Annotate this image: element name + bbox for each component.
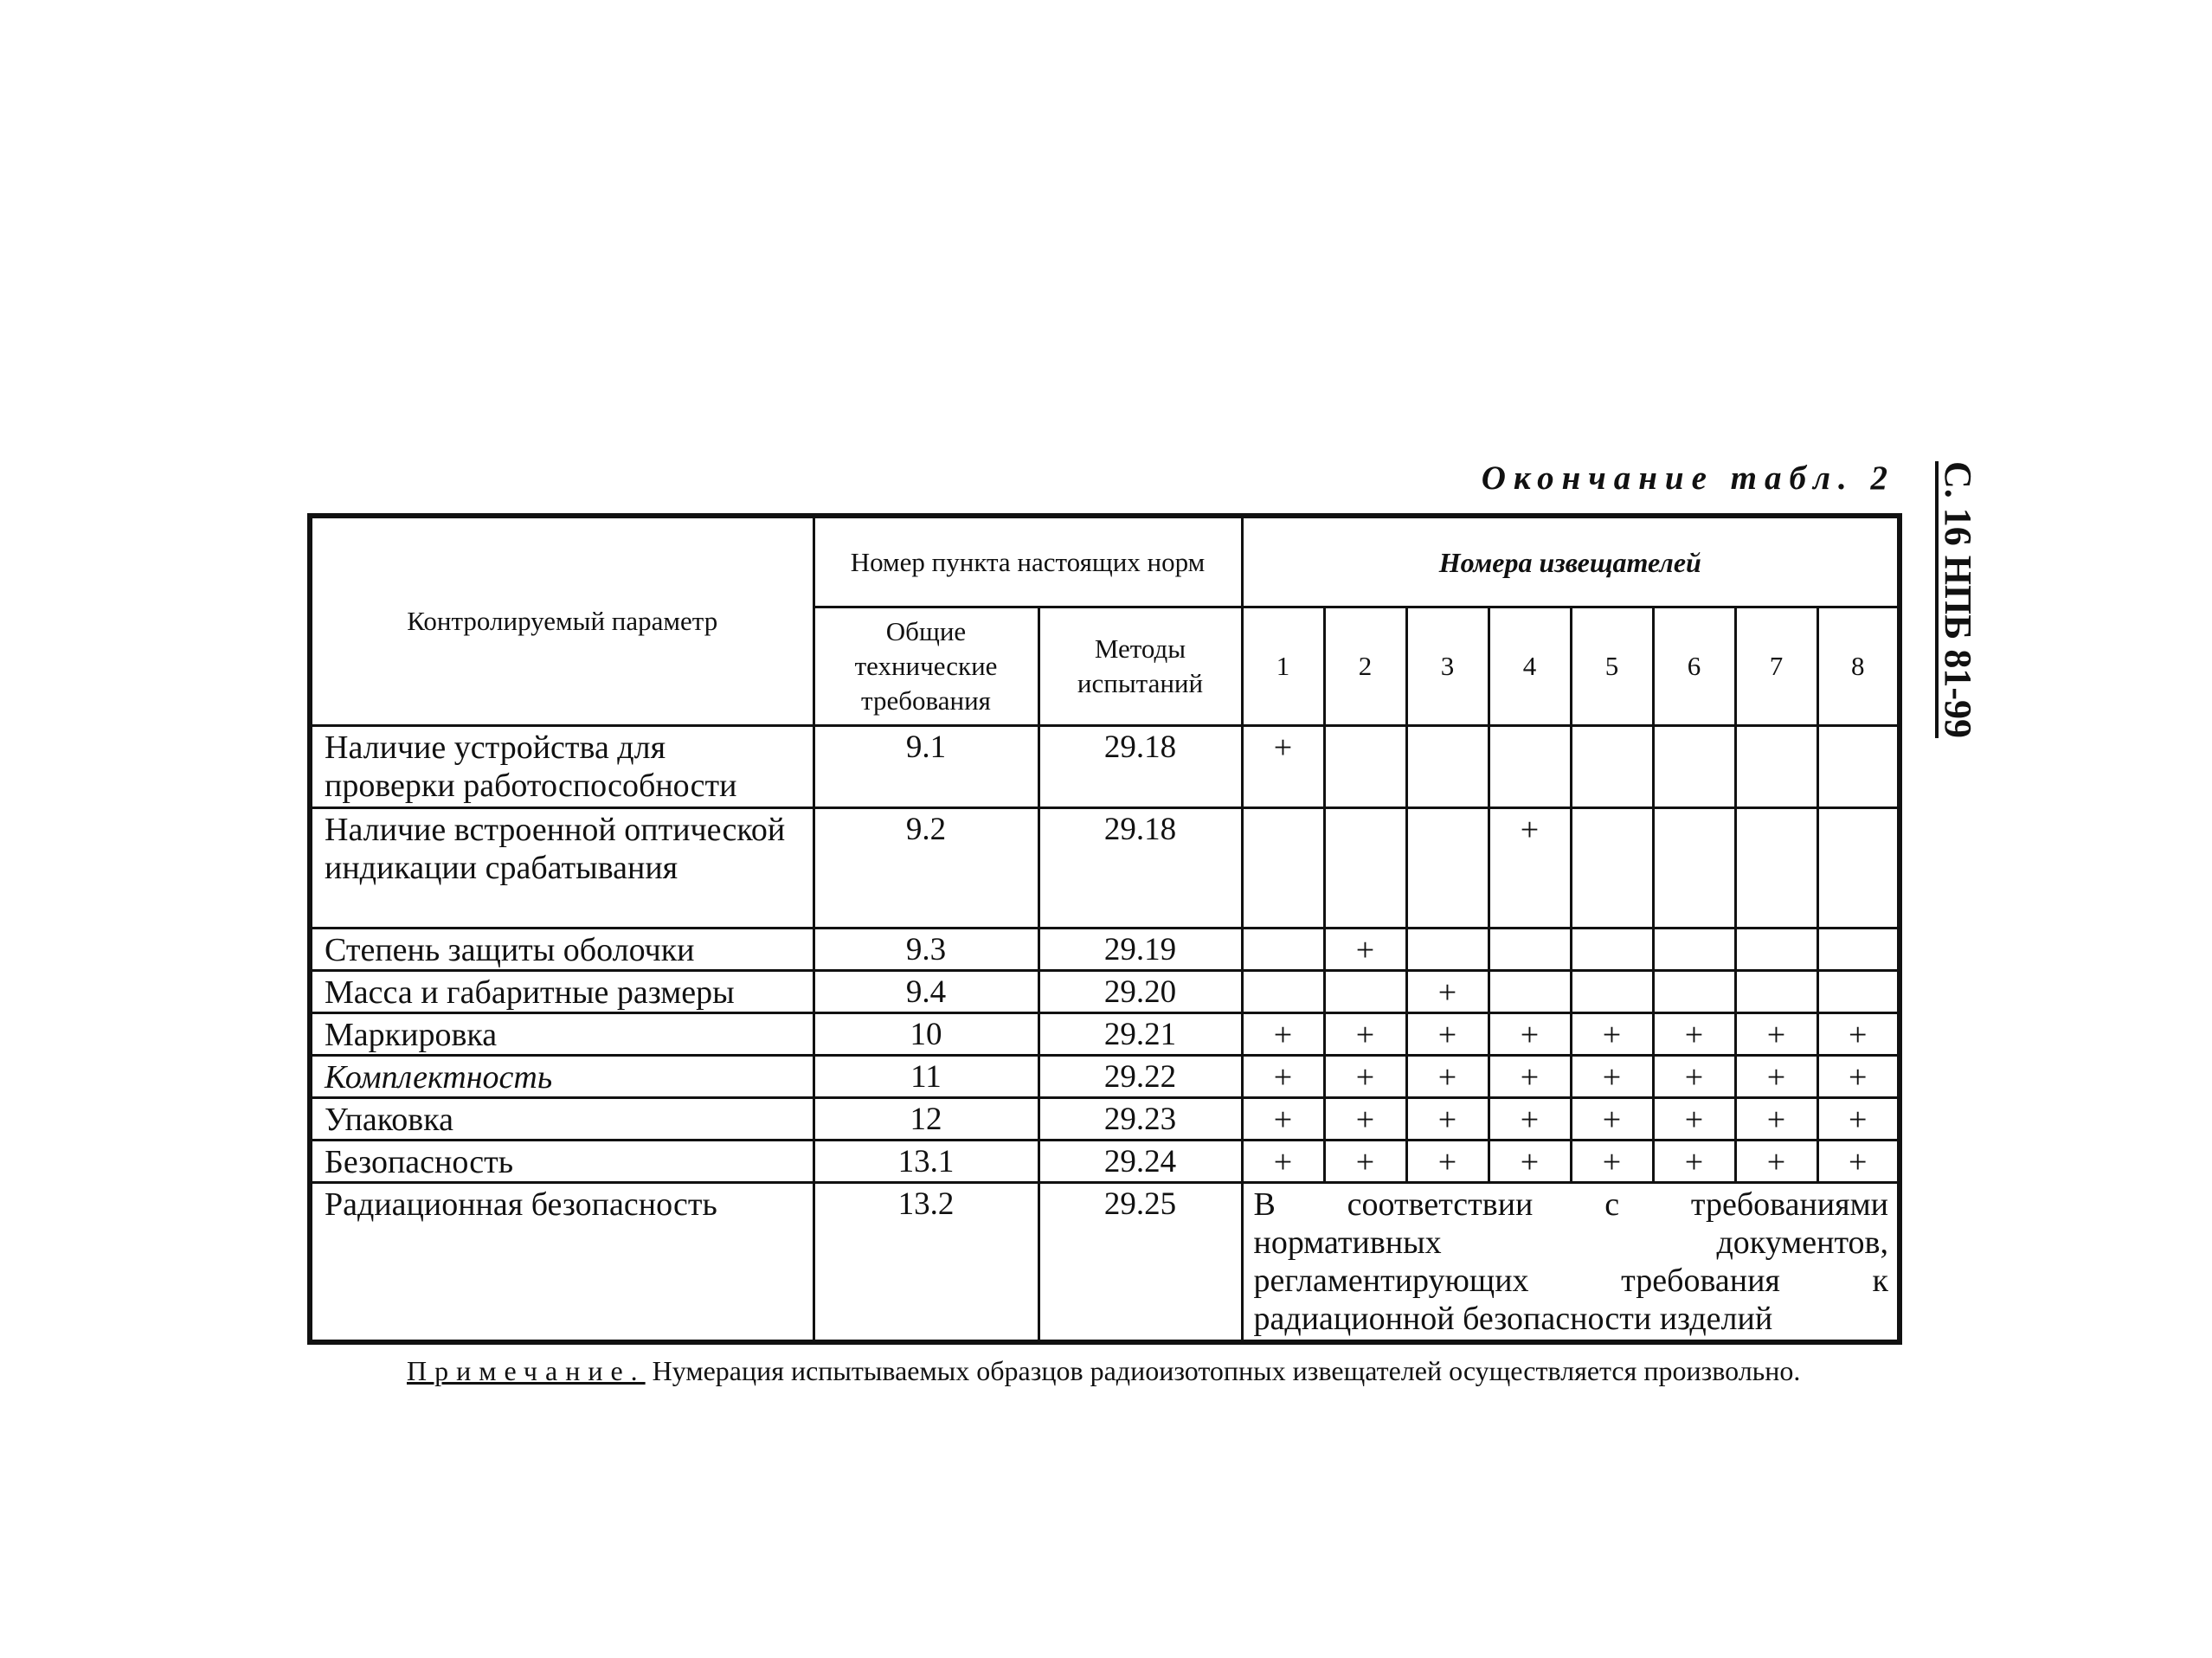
detector-mark-cell: + <box>1242 1056 1324 1098</box>
param-cell: Масса и габаритные размеры <box>310 971 813 1013</box>
table-row <box>310 929 1900 971</box>
detector-mark-cell: + <box>1653 1098 1735 1141</box>
detector-mark-cell <box>1653 726 1735 808</box>
header-clause-group: Номер пункта настоящих норм <box>813 516 1242 607</box>
detector-mark-cell <box>1735 971 1817 1013</box>
detector-mark-cell <box>1242 808 1324 929</box>
detector-mark-cell: + <box>1735 1013 1817 1056</box>
detector-mark-cell: + <box>1735 1141 1817 1183</box>
detector-mark-cell: + <box>1571 1056 1653 1098</box>
detector-mark-cell: + <box>1817 1141 1900 1183</box>
detector-mark-cell: + <box>1324 1013 1406 1056</box>
test-method-cell: 29.18 <box>1038 726 1242 808</box>
detector-mark-cell: + <box>1242 1013 1324 1056</box>
detector-mark-cell <box>1324 808 1406 929</box>
detector-mark-cell: + <box>1489 1013 1571 1056</box>
general-req-cell: 9.2 <box>813 808 1038 929</box>
footnote-text: Нумерация испытываемых образцов радиоизотопных извещателей осуществляется произвольно. <box>645 1355 1801 1386</box>
param-cell: Радиационная безопасность <box>310 1183 813 1343</box>
detector-mark-cell: + <box>1489 1056 1571 1098</box>
param-cell: Безопасность <box>310 1141 813 1183</box>
header-detectors-group: Номера извещателей <box>1242 516 1900 607</box>
detector-mark-cell <box>1735 726 1817 808</box>
detector-mark-cell <box>1489 726 1571 808</box>
header-general-requirements: Общие технические требования <box>813 607 1038 726</box>
detector-mark-cell: + <box>1324 1098 1406 1141</box>
detector-mark-cell <box>1653 929 1735 971</box>
header-param: Контролируемый параметр <box>310 516 813 726</box>
detector-mark-cell <box>1735 929 1817 971</box>
test-method-cell: 29.21 <box>1038 1013 1242 1056</box>
detector-mark-cell: + <box>1489 1141 1571 1183</box>
param-cell: Степень защиты оболочки <box>310 929 813 971</box>
table-row <box>310 726 1900 808</box>
table-row <box>310 971 1900 1013</box>
detector-mark-cell <box>1324 971 1406 1013</box>
table-row <box>310 1013 1900 1056</box>
detector-mark-cell: + <box>1242 1098 1324 1141</box>
detector-mark-cell: + <box>1324 1056 1406 1098</box>
detector-mark-cell: + <box>1406 1098 1489 1141</box>
param-cell: Упаковка <box>310 1098 813 1141</box>
detector-mark-cell: + <box>1324 1141 1406 1183</box>
general-req-cell: 13.2 <box>813 1183 1038 1343</box>
detector-mark-cell <box>1242 971 1324 1013</box>
table-row <box>310 1141 1900 1183</box>
detector-mark-cell: + <box>1406 1056 1489 1098</box>
table-row <box>310 1098 1900 1141</box>
table-row <box>310 1183 1900 1343</box>
test-method-cell: 29.24 <box>1038 1141 1242 1183</box>
general-req-cell: 12 <box>813 1098 1038 1141</box>
detector-mark-cell <box>1571 808 1653 929</box>
test-method-cell: 29.23 <box>1038 1098 1242 1141</box>
header-detector-number: 6 <box>1653 607 1735 726</box>
detector-mark-cell: + <box>1571 1013 1653 1056</box>
detector-mark-cell <box>1735 808 1817 929</box>
detector-mark-cell: + <box>1653 1013 1735 1056</box>
detector-mark-cell <box>1571 929 1653 971</box>
test-method-cell: 29.20 <box>1038 971 1242 1013</box>
general-req-cell: 10 <box>813 1013 1038 1056</box>
detector-mark-cell: + <box>1817 1098 1900 1141</box>
table-row <box>310 808 1900 929</box>
detector-mark-cell <box>1489 929 1571 971</box>
detector-mark-cell: + <box>1571 1141 1653 1183</box>
merged-note-cell: В соответствии с требованиями нормативных документов, регламентирующих требования к радиационной безопасности изделий <box>1242 1183 1900 1343</box>
footnote <box>307 1352 1897 1390</box>
detector-mark-cell: + <box>1653 1056 1735 1098</box>
param-cell: Маркировка <box>310 1013 813 1056</box>
detector-mark-cell: + <box>1406 1141 1489 1183</box>
general-req-cell: 9.4 <box>813 971 1038 1013</box>
header-detector-number: 4 <box>1489 607 1571 726</box>
header-detector-number: 8 <box>1817 607 1900 726</box>
detector-mark-cell <box>1653 808 1735 929</box>
detector-mark-cell <box>1489 971 1571 1013</box>
footnote-lead: Примечание. <box>407 1355 646 1386</box>
param-cell: Наличие встроенной оптической индикации срабатывания <box>310 808 813 929</box>
detector-mark-cell: + <box>1406 971 1489 1013</box>
detector-mark-cell: + <box>1242 726 1324 808</box>
detector-mark-cell <box>1406 808 1489 929</box>
detector-mark-cell <box>1653 971 1735 1013</box>
detector-mark-cell <box>1817 929 1900 971</box>
detector-mark-cell: + <box>1489 1098 1571 1141</box>
general-req-cell: 9.3 <box>813 929 1038 971</box>
general-req-cell: 9.1 <box>813 726 1038 808</box>
test-method-cell: 29.18 <box>1038 808 1242 929</box>
detector-mark-cell: + <box>1489 808 1571 929</box>
detector-mark-cell: + <box>1242 1141 1324 1183</box>
detector-mark-cell: + <box>1817 1013 1900 1056</box>
page-running-header: С. 16 НПБ 81-99 <box>1937 461 1979 738</box>
table-caption: Окончание табл. 2 <box>1481 459 1895 497</box>
general-req-cell: 13.1 <box>813 1141 1038 1183</box>
header-detector-number: 2 <box>1324 607 1406 726</box>
detector-mark-cell <box>1324 726 1406 808</box>
test-method-cell: 29.19 <box>1038 929 1242 971</box>
detector-mark-cell <box>1242 929 1324 971</box>
detector-mark-cell <box>1817 726 1900 808</box>
detector-mark-cell: + <box>1324 929 1406 971</box>
header-detector-number: 1 <box>1242 607 1324 726</box>
header-detector-number: 3 <box>1406 607 1489 726</box>
detector-mark-cell <box>1571 971 1653 1013</box>
detector-mark-cell: + <box>1735 1056 1817 1098</box>
test-method-cell: 29.22 <box>1038 1056 1242 1098</box>
detector-mark-cell: + <box>1735 1098 1817 1141</box>
header-detector-number: 7 <box>1735 607 1817 726</box>
requirements-table <box>307 513 1902 1345</box>
detector-mark-cell: + <box>1571 1098 1653 1141</box>
header-test-methods: Методы испытаний <box>1038 607 1242 726</box>
detector-mark-cell <box>1817 971 1900 1013</box>
detector-mark-cell: + <box>1817 1056 1900 1098</box>
detector-mark-cell <box>1406 929 1489 971</box>
detector-mark-cell <box>1571 726 1653 808</box>
param-cell: Наличие устройства для проверки работоспособности <box>310 726 813 808</box>
detector-mark-cell: + <box>1653 1141 1735 1183</box>
header-detector-number: 5 <box>1571 607 1653 726</box>
param-cell: Комплектность <box>310 1056 813 1098</box>
table-row <box>310 1056 1900 1098</box>
test-method-cell: 29.25 <box>1038 1183 1242 1343</box>
detector-mark-cell <box>1817 808 1900 929</box>
general-req-cell: 11 <box>813 1056 1038 1098</box>
detector-mark-cell <box>1406 726 1489 808</box>
detector-mark-cell: + <box>1406 1013 1489 1056</box>
